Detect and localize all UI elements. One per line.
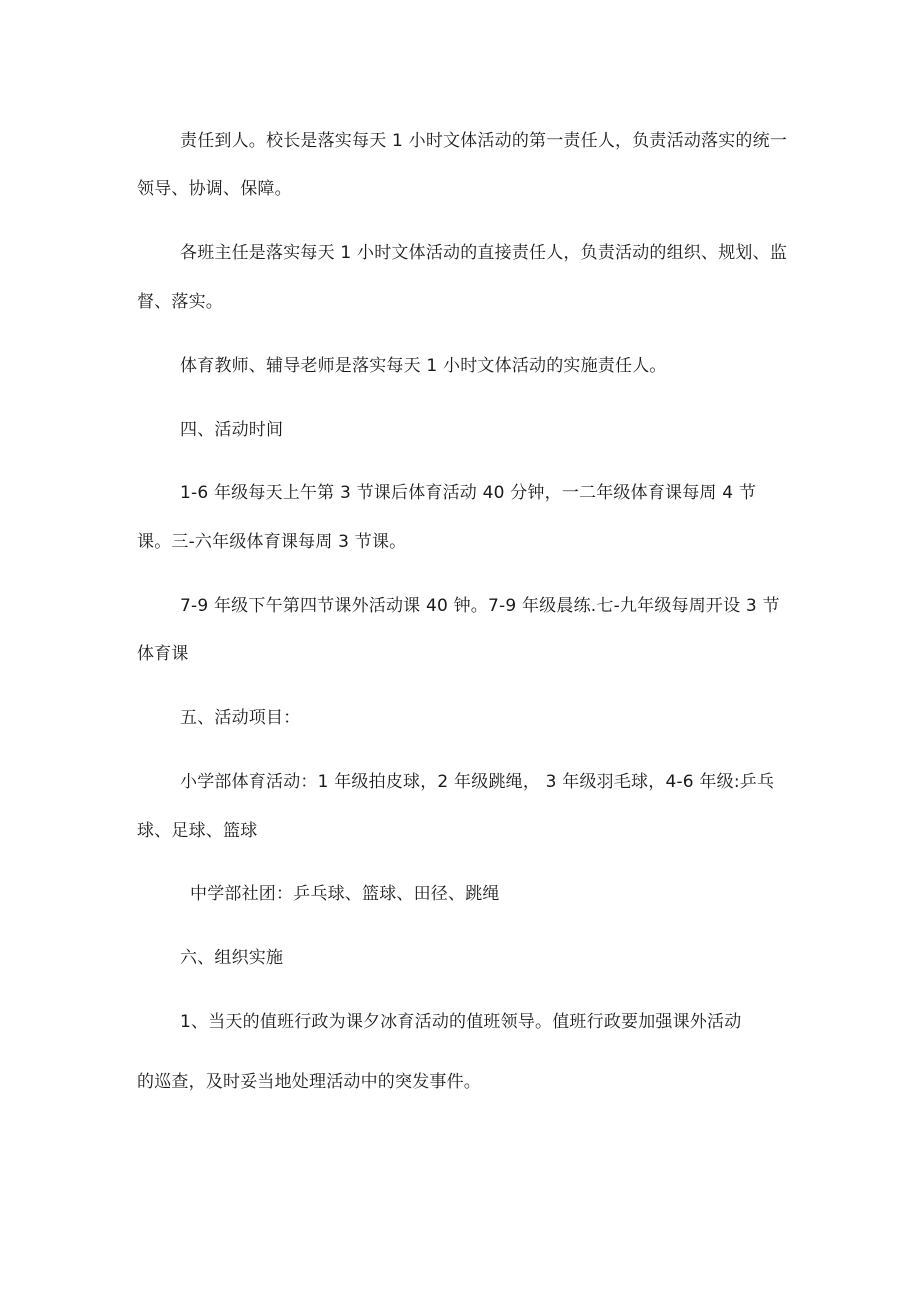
- paragraph-duty-admin-line2: 的巡查，及时妥当地处理活动中的突发事件。: [137, 1072, 481, 1092]
- paragraph-class-teacher-line1: 各班主任是落实每天 1 小时文体活动的直接责任人，负责活动的组织、规划、监: [180, 243, 788, 263]
- paragraph-duty-admin-line1: 1、当天的值班行政为课夕冰育活动的值班领导。值班行政要加强课外活动: [180, 1012, 742, 1032]
- paragraph-grades-7-9-line2: 体育课: [137, 644, 189, 664]
- paragraph-grades-1-6-line1: 1-6 年级每天上午第 3 节课后体育活动 40 分钟，一二年级体育课每周 4 节: [180, 483, 757, 503]
- paragraph-middle-school-clubs: 中学部社团：乒乓球、篮球、田径、跳绳: [190, 884, 500, 904]
- paragraph-class-teacher-line2: 督、落实。: [137, 292, 223, 312]
- paragraph-pe-teacher: 体育教师、辅导老师是落实每天 1 小时文体活动的实施责任人。: [180, 356, 667, 376]
- paragraph-responsibility-principal-line2: 领导、协调、保障。: [137, 179, 292, 199]
- paragraph-grades-1-6-line2: 课。三-六年级体育课每周 3 节课。: [137, 532, 407, 552]
- section-heading-activity-items: 五、活动项目：: [180, 708, 301, 728]
- paragraph-primary-activities-line2: 球、足球、篮球: [137, 821, 258, 841]
- section-heading-organization: 六、组织实施: [180, 948, 284, 968]
- paragraph-primary-activities-line1: 小学部体育活动：1 年级拍皮球，2 年级跳绳， 3 年级羽毛球，4-6 年级:乒乓: [180, 772, 775, 792]
- paragraph-grades-7-9-line1: 7-9 年级下午第四节课外活动课 40 钟。7-9 年级晨练.七-九年级每周开设 3 节: [180, 596, 780, 616]
- paragraph-responsibility-principal-line1: 责任到人。校长是落实每天 1 小时文体活动的第一责任人，负责活动落实的统一: [180, 131, 788, 151]
- section-heading-activity-time: 四、活动时间: [180, 420, 284, 440]
